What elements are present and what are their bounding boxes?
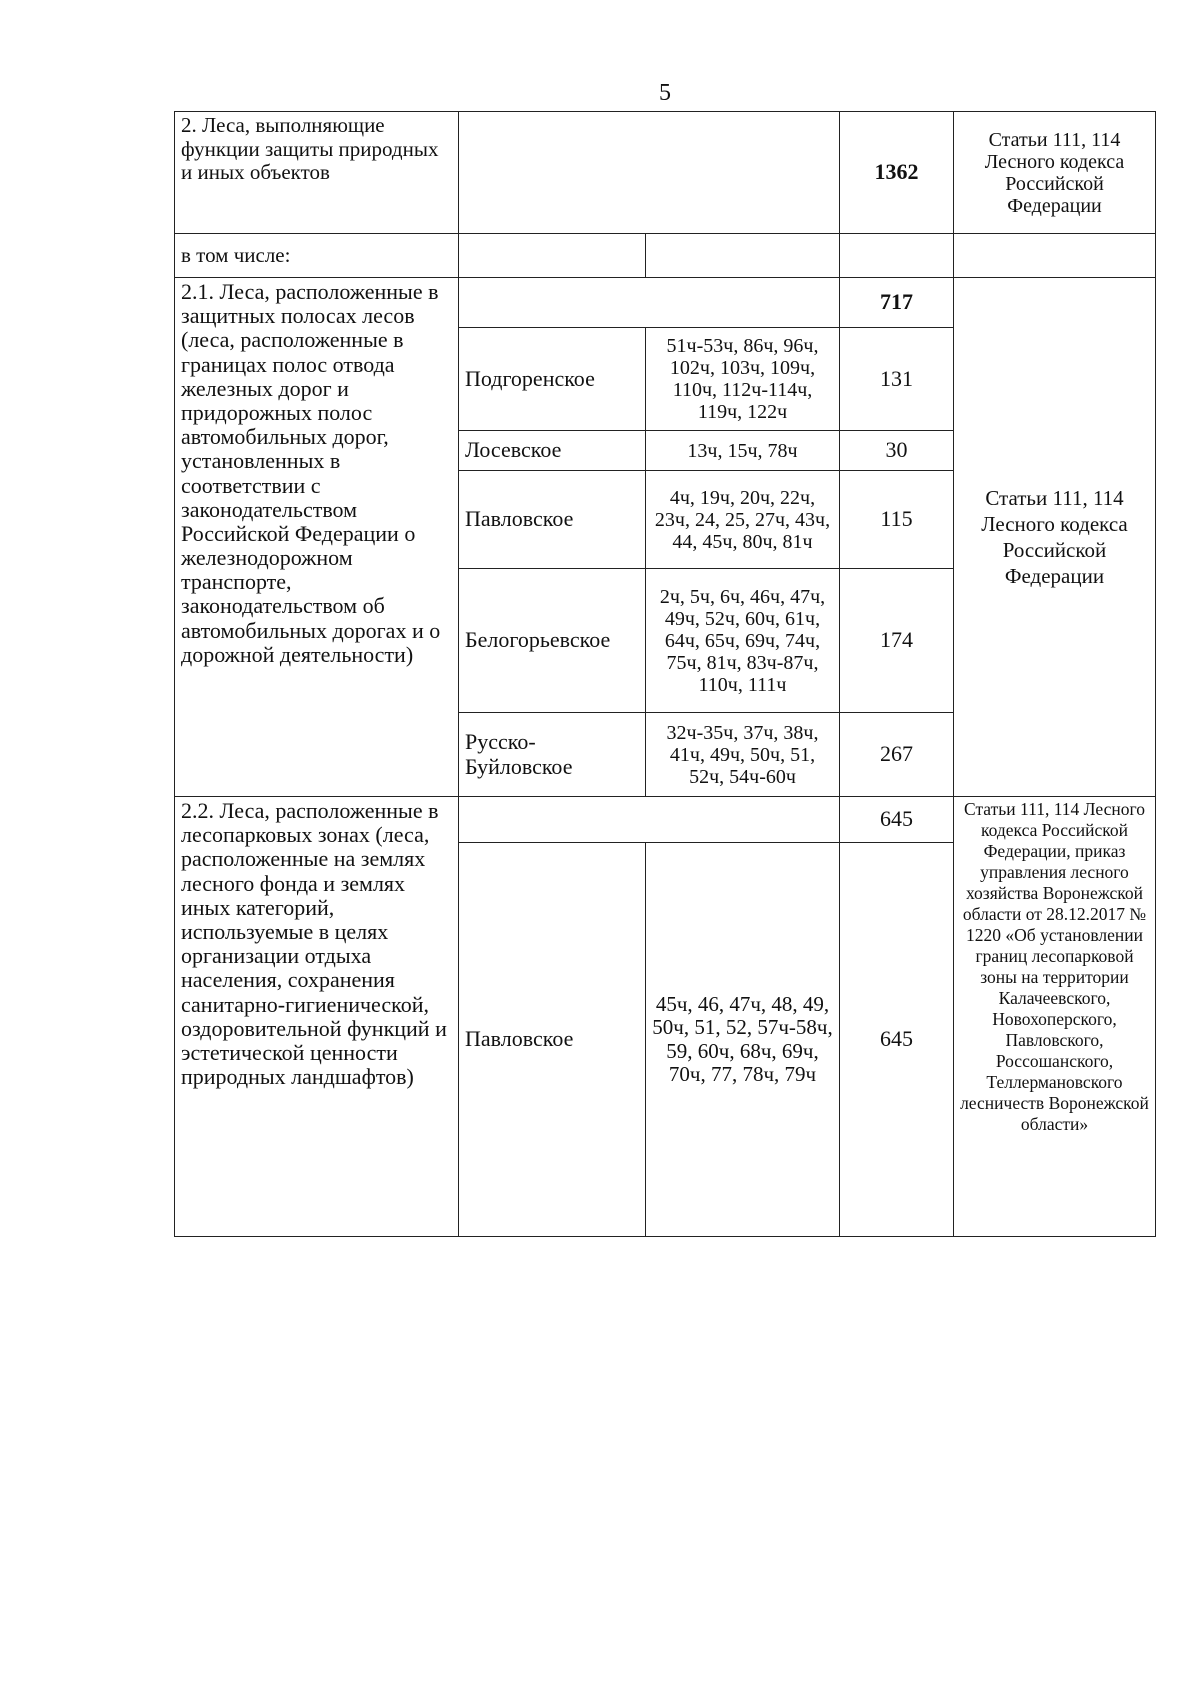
lesnichestvo-name: Лосевское bbox=[459, 431, 646, 471]
table-row bbox=[175, 797, 1156, 843]
category-name: 2.1. Леса, расположенные в защитных полосах лесов (леса, расположенные в границах полос отвода железных дорог и придорожных полос автомобильных дорог, установленных в соответствии с законодательством Российской Федерации о железнодорожном транспорте, законодательством об автомобильных дорогах и о дорожной деятельности) bbox=[175, 278, 459, 797]
lesnichestvo-name: Подгоренское bbox=[459, 328, 646, 431]
empty-cell bbox=[840, 234, 954, 278]
empty-cell bbox=[459, 112, 840, 234]
area-value: 30 bbox=[840, 431, 954, 471]
area-total: 645 bbox=[840, 797, 954, 843]
area-value: 131 bbox=[840, 328, 954, 431]
empty-cell bbox=[459, 234, 646, 278]
legal-basis: Статьи 111, 114 Лесного кодекса Российской Федерации bbox=[954, 112, 1156, 234]
area-value: 267 bbox=[840, 713, 954, 797]
legal-basis: Статьи 111, 114 Лесного кодекса Российской Федерации bbox=[954, 278, 1156, 797]
kvartaly-list: 13ч, 15ч, 78ч bbox=[646, 431, 840, 471]
table-row bbox=[175, 234, 1156, 278]
kvartaly-list: 45ч, 46, 47ч, 48, 49, 50ч, 51, 52, 57ч-58ч, 59, 60ч, 68ч, 69ч, 70ч, 77, 78ч, 79ч bbox=[646, 843, 840, 1237]
table-row bbox=[175, 112, 1156, 234]
category-name: 2.2. Леса, расположенные в лесопарковых зонах (леса, расположенные на землях лесного фонда и землях иных категорий, используемые в целях организации отдыха населения, сохранения санитарно-гигиенической, оздоровительной функций и эстетической ценности природных ландшафтов) bbox=[175, 797, 459, 1237]
empty-cell bbox=[459, 278, 840, 328]
legal-basis: Статьи 111, 114 Лесного кодекса Российской Федерации, приказ управления лесного хозяйства Воронежской области от 28.12.2017 № 1220 «Об установлении границ лесопарковой зоны на территории Калачеевского, Новохоперского, Павловского, Россошанского, Теллермановского лесничеств Воронежской области» bbox=[954, 797, 1156, 1237]
page-number: 5 bbox=[659, 80, 671, 106]
lesnichestvo-name: Белогорьевское bbox=[459, 569, 646, 713]
empty-cell bbox=[954, 234, 1156, 278]
kvartaly-list: 51ч-53ч, 86ч, 96ч, 102ч, 103ч, 109ч, 110ч, 112ч-114ч, 119ч, 122ч bbox=[646, 328, 840, 431]
including-label: в том числе: bbox=[175, 234, 459, 278]
empty-cell bbox=[646, 234, 840, 278]
empty-cell bbox=[459, 797, 840, 843]
area-value: 174 bbox=[840, 569, 954, 713]
lesnichestvo-name: Русско-Буйловское bbox=[459, 713, 646, 797]
area-value: 645 bbox=[840, 843, 954, 1237]
area-value: 115 bbox=[840, 471, 954, 569]
forest-category-table bbox=[174, 111, 1156, 1237]
category-name: 2. Леса, выполняющие функции защиты природных и иных объектов bbox=[175, 112, 459, 234]
kvartaly-list: 4ч, 19ч, 20ч, 22ч, 23ч, 24, 25, 27ч, 43ч, 44, 45ч, 80ч, 81ч bbox=[646, 471, 840, 569]
area-value: 1362 bbox=[840, 112, 954, 234]
table-row bbox=[175, 278, 1156, 328]
area-total: 717 bbox=[840, 278, 954, 328]
lesnichestvo-name: Павловское bbox=[459, 471, 646, 569]
kvartaly-list: 32ч-35ч, 37ч, 38ч, 41ч, 49ч, 50ч, 51, 52ч, 54ч-60ч bbox=[646, 713, 840, 797]
lesnichestvo-name: Павловское bbox=[459, 843, 646, 1237]
kvartaly-list: 2ч, 5ч, 6ч, 46ч, 47ч, 49ч, 52ч, 60ч, 61ч, 64ч, 65ч, 69ч, 74ч, 75ч, 81ч, 83ч-87ч, 110ч, 111ч bbox=[646, 569, 840, 713]
